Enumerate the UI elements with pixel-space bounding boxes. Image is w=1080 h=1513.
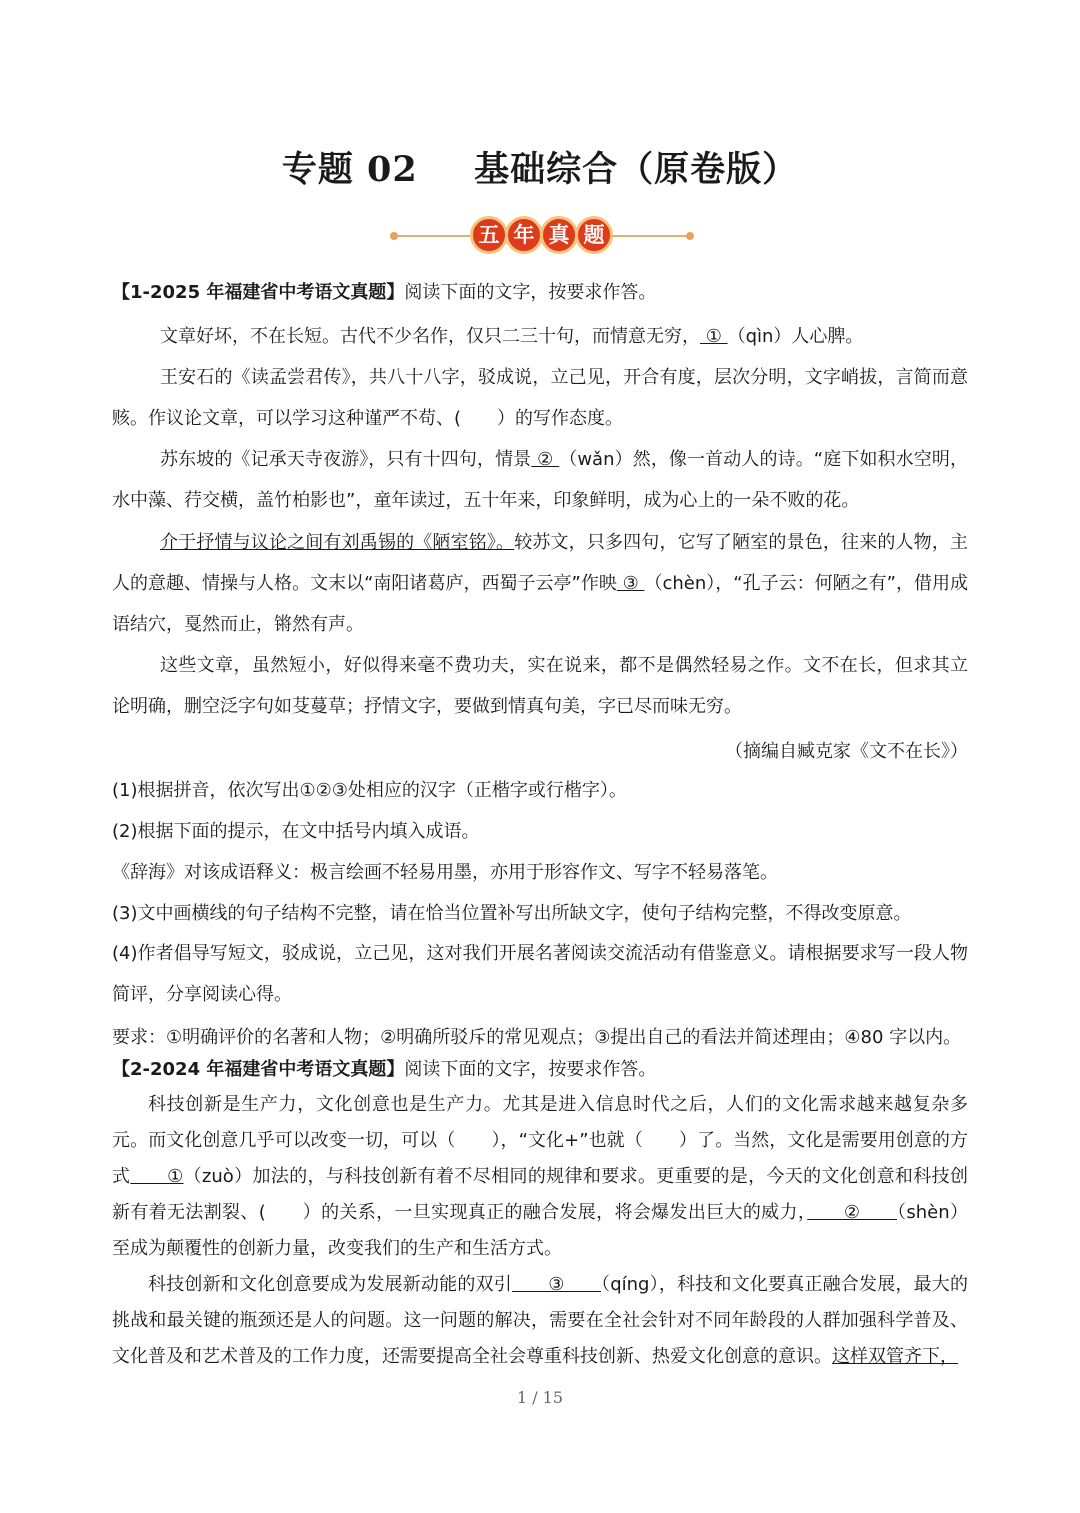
ornament-line-left [394,235,470,237]
q2-blank-1: ① [130,1166,184,1187]
badge-char-4: 题 [575,216,613,254]
q1-p1-text-a: 文章好坏，不在长短。古代不少名作，仅只二三十句，而情意无穷， [160,326,700,347]
q1-sub-2-hint: 《辞海》对该成语释义：极言绘画不轻易用墨，亦用于形容作文、写字不轻易落笔。 [112,862,778,883]
q1-sub-1: (1)根据拼音，依次写出①②③处相应的汉字（正楷字或行楷字）。 [112,780,627,801]
q1-paragraph-2: 王安石的《读孟尝君传》，共八十八字，驳成说，立己见，开合有度，层次分明，文字峭拔，言简而意赅。作议论文章，可以学习这种谨严不苟、( ）的写作态度。 [112,367,968,429]
q1-sub-2: (2)根据下面的提示，在文中括号内填入成语。 [112,821,480,842]
q1-sub-4-requirements: 要求：①明确评价的名著和人物；②明确所驳斥的常见观点；③提出自己的看法并简述理由；④80 字以内。 [112,1027,962,1048]
q2-p2-text-b: （qíng），科技和文化要真正融合发展，最大的挑战和最关键的瓶颈还是人的问题。这一问题的解决，需要在全社会针对不同年龄段的人群加强科学普及、文化普及和艺术普及的工作力度，还需要提高全社会尊重科技创新、热爱文化创意的意识。 [112,1274,969,1367]
q1-source-citation: （摘编自臧克家《文不在长》） [725,741,968,762]
q1-paragraph-3 [112,439,968,521]
q2-underlined-sentence: 这样双管齐下， [832,1346,958,1367]
question-1-header [112,281,656,305]
badge-char-2: 年 [505,216,543,254]
q1-p3-text-a: 苏东坡的《记承天寺夜游》，只有十四句，情景 [160,449,532,470]
q1-p4-text-a: 较苏文，只多四句，它写了陋室的景色，往来的人物，主人的意趣、情操与人格。文末以“南阳诸葛庐，西蜀子云亭”作映 [112,532,969,594]
q2-paragraph-1 [112,1087,968,1267]
q2-blank-2: ② [807,1202,898,1223]
q2-p2-text-a: 科技创新和文化创意要成为发展新动能的双引 [148,1274,512,1295]
badge-char-1: 五 [470,216,508,254]
q2-blank-3: ③ [511,1274,602,1295]
question-2-instruction: 阅读下面的文字，按要求作答。 [404,1059,657,1080]
badge-char-3: 真 [540,216,578,254]
page-title [0,142,1080,192]
section-badge [380,208,700,264]
q1-paragraph-4 [112,522,968,645]
q2-paragraph-2 [112,1267,968,1375]
q1-paragraph-1 [112,316,968,357]
q1-sub-3: (3)文中画横线的句子结构不完整，请在恰当位置补写出所缺文字，使句子结构完整，不得改变原意。 [112,903,912,924]
ornament-line-right [610,235,686,237]
question-1-source: 【1-2025 年福建省中考语文真题】 [112,282,405,303]
q1-p3-text-b: （wǎn）然，像一首动人的诗。“庭下如积水空明，水中藻、荇交横，盖竹柏影也”，童年读过，五十年来，印象鲜明，成为心上的一朵不败的花。 [112,449,968,511]
title-rest: 基础综合（原卷版） [474,150,799,190]
q1-blank-1: ① [700,326,728,347]
q1-sub-4: (4)作者倡导写短文，驳成说，立己见，这对我们开展名著阅读交流活动有借鉴意义。请根据要求写一段人物简评，分享阅读心得。 [112,943,968,1005]
ornament-dot-right [686,232,694,240]
q1-paragraph-5: 这些文章，虽然短小，好似得来毫不费功夫，实在说来，都不是偶然轻易之作。文不在长，但求其立论明确，删空泛字句如芟蔓草；抒情文字，要做到情真句美，字已尽而味无穷。 [112,655,968,717]
page-number: 1 / 15 [516,1388,564,1407]
q2-p1-text-a: 科技创新是生产力，文化创意也是生产力。尤其是进入信息时代之后，人们的文化需求越来越复杂多元。而文化创意几乎可以改变一切，可以（ ），“文化+”也就（ ）了。当然，文化是需要用创意的方式 [112,1094,968,1187]
question-1-instruction: 阅读下面的文字，按要求作答。 [404,282,657,303]
q1-blank-3: ③ [616,573,645,594]
title-prefix: 专题 [281,150,354,190]
q2-p1-text-b: （zuò）加法的，与科技创新有着不尽相同的规律和要求。更重要的是，今天的文化创意和科技创新有着无法割裂、( ）的关系，一旦实现真正的融合发展，将会爆发出巨大的威力， [112,1166,968,1223]
q1-p1-text-b: （qìn）人心脾。 [727,326,864,347]
ornament-dot-left [390,232,398,240]
q1-underlined-sentence: 介于抒情与议论之间有刘禹锡的《陋室铭》。 [160,532,515,553]
title-number: 02 [367,149,418,190]
q2-p1-text-c: （shèn）至成为颠覆性的创新力量，改变我们的生产和生活方式。 [112,1202,968,1259]
question-2-header [112,1058,656,1082]
q1-blank-2: ② [531,449,560,470]
question-2-source: 【2-2024 年福建省中考语文真题】 [112,1059,405,1080]
q1-p4-text-b: （chèn），“孔子云：何陋之有”，借用成语结穴，戛然而止，锵然有声。 [112,573,968,635]
